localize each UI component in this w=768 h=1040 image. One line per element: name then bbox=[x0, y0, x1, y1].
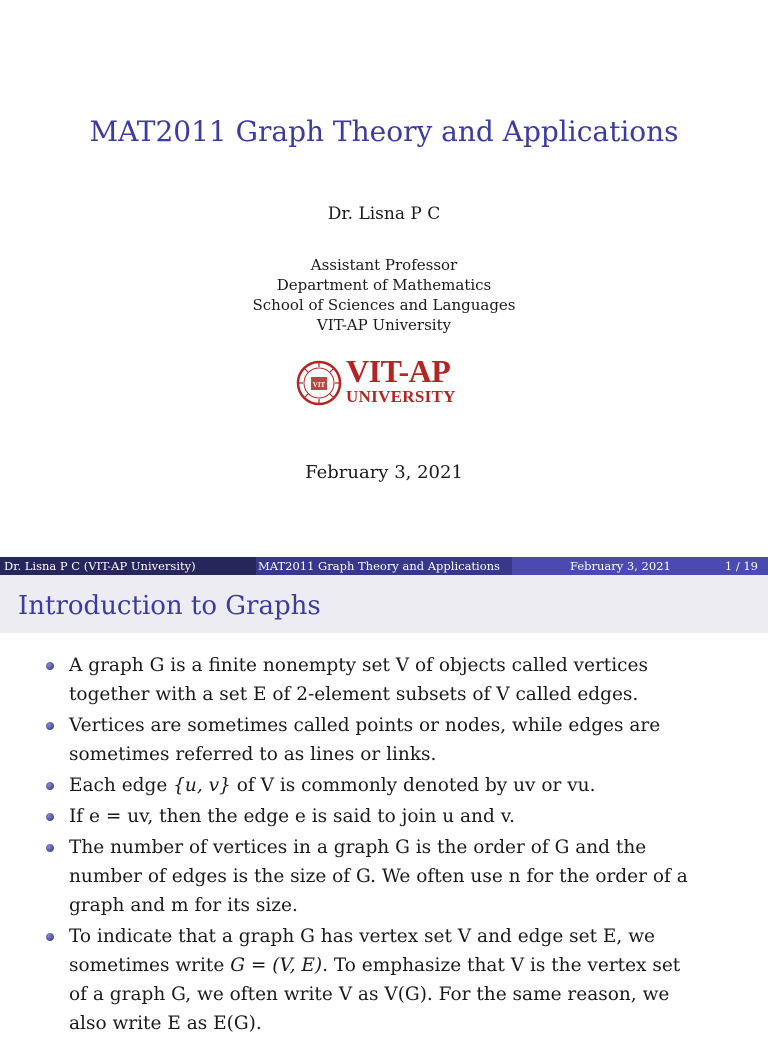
svg-text:VIT: VIT bbox=[312, 381, 326, 389]
list-item: If e = uv, then the edge e is said to join u and v. bbox=[0, 802, 768, 831]
affiliation-line: School of Sciences and Languages bbox=[252, 296, 516, 314]
affiliation-line: Department of Mathematics bbox=[276, 276, 492, 294]
logo-text-main: VIT-AP bbox=[346, 353, 451, 389]
bullet-icon bbox=[46, 844, 54, 852]
footer-page-number: 1 / 19 bbox=[724, 559, 758, 573]
logo-text-sub: UNIVERSITY bbox=[346, 387, 456, 406]
author-name: Dr. Lisna P C bbox=[327, 204, 441, 224]
list-item: Vertices are sometimes called points or nodes, while edges are sometimes referred to as lines or links. bbox=[0, 711, 768, 769]
frame-title: Introduction to Graphs bbox=[18, 591, 321, 621]
footer-date: February 3, 2021 bbox=[570, 559, 671, 573]
footer-title: MAT2011 Graph Theory and Applications bbox=[256, 557, 512, 575]
math-expression: {u, v} bbox=[173, 775, 231, 796]
bullet-icon bbox=[46, 722, 54, 730]
footer-right bbox=[512, 557, 768, 575]
list-item: The number of vertices in a graph G is the order of G and the number of edges is the size of G. We often use n for the order of a graph and m for its size. bbox=[0, 833, 768, 920]
university-seal-icon bbox=[296, 360, 342, 406]
list-item: Each edge {u, v} of V is commonly denoted by uv or vu. bbox=[0, 771, 768, 800]
bullet-icon bbox=[46, 933, 54, 941]
university-logo bbox=[296, 353, 476, 410]
presentation-title: MAT2011 Graph Theory and Applications bbox=[89, 115, 679, 148]
bullet-list bbox=[0, 651, 768, 1040]
footer-bar bbox=[0, 557, 768, 575]
affiliation-line: Assistant Professor bbox=[310, 256, 458, 274]
presentation-date: February 3, 2021 bbox=[305, 462, 463, 483]
bullet-icon bbox=[46, 662, 54, 670]
list-item: To indicate that a graph G has vertex set V and edge set E, we sometimes write G = (V, E). To emphasize that V is the vertex set of a graph G, we often write V as V(G). For the same reason, we also write E as E(G). bbox=[0, 922, 768, 1038]
frame-header bbox=[0, 575, 768, 633]
bullet-icon bbox=[46, 782, 54, 790]
bullet-icon bbox=[46, 813, 54, 821]
affiliation-block bbox=[0, 255, 768, 335]
affiliation-line: VIT-AP University bbox=[316, 316, 452, 334]
footer-author: Dr. Lisna P C (VIT-AP University) bbox=[0, 557, 256, 575]
list-item: A graph G is a finite nonempty set V of objects called vertices together with a set E of 2-element subsets of V called edges. bbox=[0, 651, 768, 709]
math-expression: G = (V, E) bbox=[230, 955, 323, 976]
